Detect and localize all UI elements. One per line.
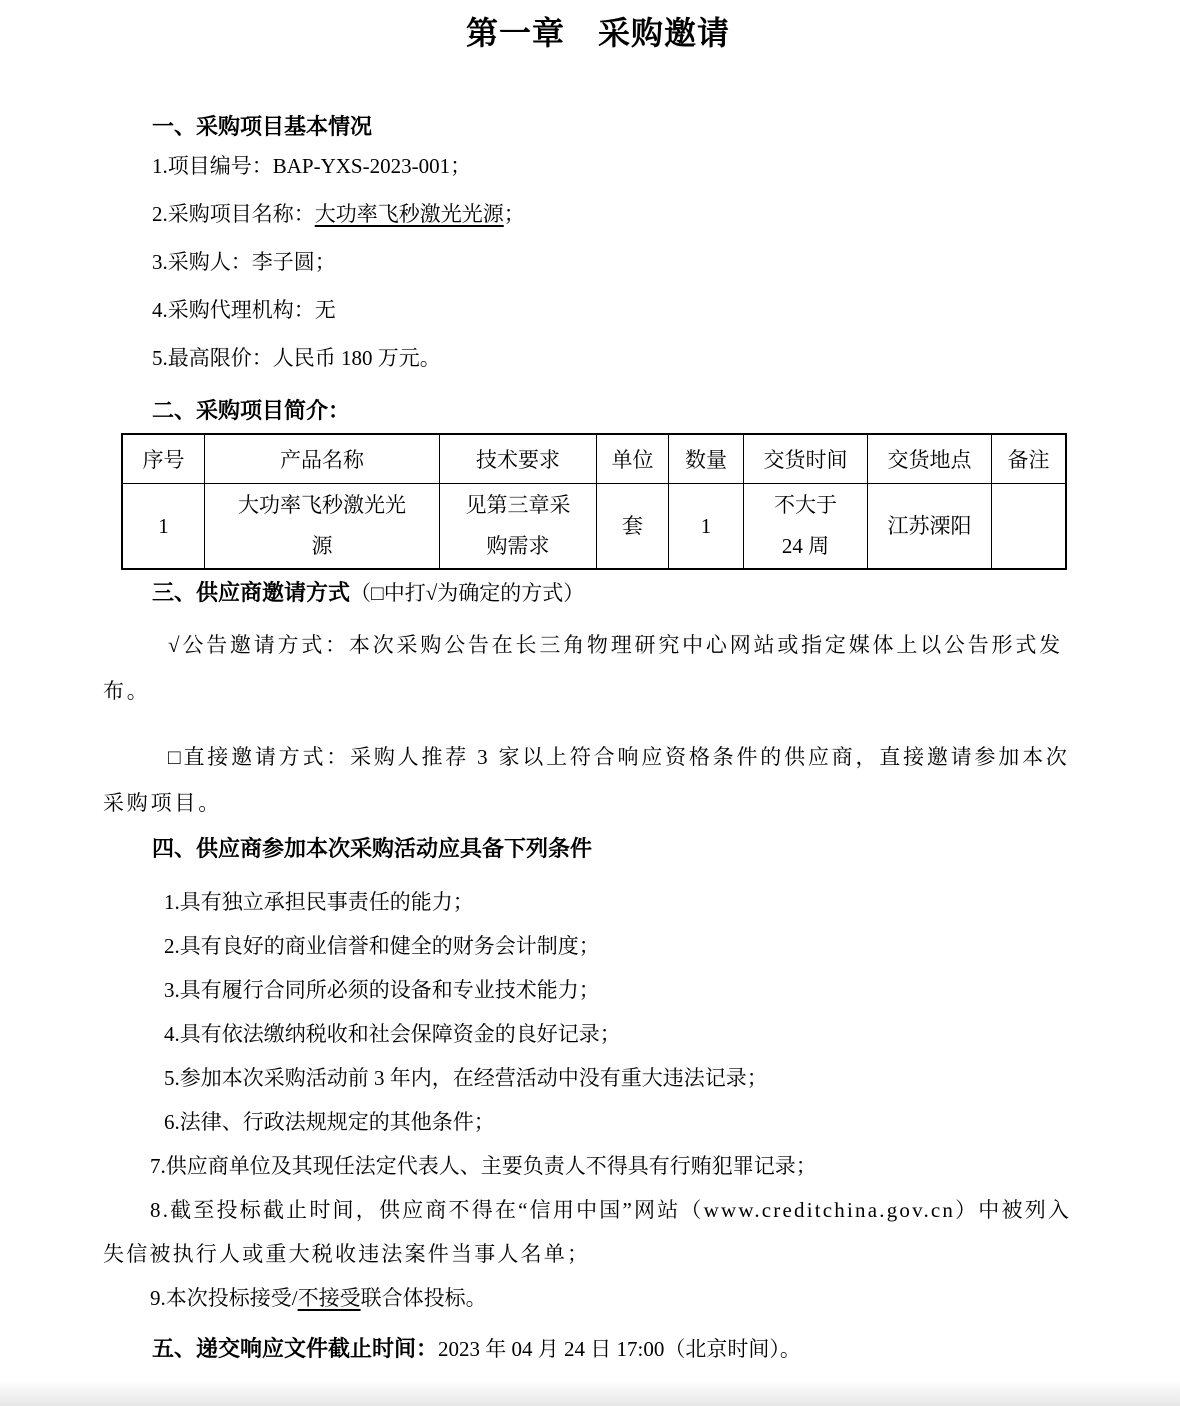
project-summary-table — [121, 433, 1067, 570]
cell-delivery-place: 江苏溧阳 — [868, 484, 992, 570]
condition-3: 3.具有履行合同所必须的设备和专业技术能力； — [164, 978, 600, 1002]
condition-1: 1.具有独立承担民事责任的能力； — [164, 890, 474, 914]
procurement-document-page — [0, 10, 1180, 1372]
cell-unit: 套 — [597, 484, 669, 570]
condition-9-underlined: 不接受 — [297, 1286, 361, 1310]
cell-delivery-time-text: 不大于 24 周 — [774, 493, 837, 558]
cell-product-name-text: 大功率飞秒激光光源 — [238, 493, 406, 558]
section-3-heading — [103, 578, 1093, 608]
item-project-name-suffix: ； — [503, 202, 525, 226]
page-bottom-shadow — [0, 1380, 1180, 1406]
item-project-name-underlined: 大功率飞秒激光光源 — [314, 202, 504, 226]
section-2-heading: 二、采购项目简介： — [152, 398, 351, 423]
section-3-heading-note: （□中打√为确定的方式） — [350, 581, 585, 605]
item-price-limit: 5.最高限价：人民币 180 万元。 — [152, 346, 441, 370]
th-quantity: 数量 — [669, 434, 744, 484]
item-project-name-prefix: 2.采购项目名称： — [152, 202, 315, 226]
cell-technical-requirements-text: 见第三章采购需求 — [465, 493, 571, 558]
cell-sequence: 1 — [122, 484, 205, 570]
condition-6: 6.法律、行政法规规定的其他条件； — [164, 1110, 495, 1134]
item-project-number: 1.项目编号：BAP-YXS-2023-001； — [152, 154, 472, 178]
section-4-conditions-list — [103, 880, 1093, 1320]
cell-remark — [992, 484, 1067, 570]
paragraph-announcement-invitation: √公告邀请方式：本次采购公告在长三角物理研究中心网站或指定媒体上以公告形式发布。 — [103, 633, 1063, 703]
th-sequence: 序号 — [122, 434, 205, 484]
condition-8: 8.截至投标截止时间，供应商不得在“信用中国”网站（www.creditchina.gov.cn）中被列入失信被执行人或重大税收违法案件当事人名单； — [103, 1198, 1072, 1266]
paragraph-direct-invitation: □直接邀请方式：采购人推荐 3 家以上符合响应资格条件的供应商，直接邀请参加本次采购项目。 — [103, 745, 1070, 815]
item-project-name — [103, 190, 1093, 238]
table-header-row — [122, 434, 1066, 484]
condition-5: 5.参加本次采购活动前 3 年内，在经营活动中没有重大违法记录； — [164, 1066, 768, 1090]
section-3-heading-bold: 三、供应商邀请方式 — [152, 580, 351, 605]
th-remark: 备注 — [992, 434, 1067, 484]
condition-9 — [103, 1276, 1093, 1320]
condition-9-suffix: 联合体投标。 — [360, 1286, 487, 1310]
item-agency: 4.采购代理机构：无 — [152, 298, 336, 322]
condition-9-prefix: 9.本次投标接受/ — [150, 1286, 298, 1310]
section-5-heading-bold: 五、递交响应文件截止时间： — [152, 1336, 439, 1361]
cell-technical-requirements — [440, 484, 597, 570]
th-delivery-place: 交货地点 — [868, 434, 992, 484]
cell-delivery-time — [744, 484, 868, 570]
th-delivery-time: 交货时间 — [744, 434, 868, 484]
section-4-heading: 四、供应商参加本次采购活动应具备下列条件 — [152, 836, 593, 861]
item-purchaser: 3.采购人：李子圆； — [152, 250, 336, 274]
th-product-name: 产品名称 — [205, 434, 440, 484]
th-technical-requirements: 技术要求 — [440, 434, 597, 484]
chapter-title: 第一章 采购邀请 — [465, 15, 730, 51]
cell-product-name — [205, 484, 440, 570]
section-1-heading: 一、采购项目基本情况 — [152, 114, 373, 139]
condition-2: 2.具有良好的商业信誉和健全的财务会计制度； — [164, 934, 600, 958]
section-5-deadline-text: 2023 年 04 月 24 日 17:00（北京时间）。 — [438, 1337, 801, 1361]
table-row — [122, 484, 1066, 570]
condition-4: 4.具有依法缴纳税收和社会保障资金的良好记录； — [164, 1022, 621, 1046]
section-5-heading — [103, 1326, 1093, 1372]
cell-quantity: 1 — [669, 484, 744, 570]
condition-7: 7.供应商单位及其现任法定代表人、主要负责人不得具有行贿犯罪记录； — [150, 1154, 817, 1178]
th-unit: 单位 — [597, 434, 669, 484]
